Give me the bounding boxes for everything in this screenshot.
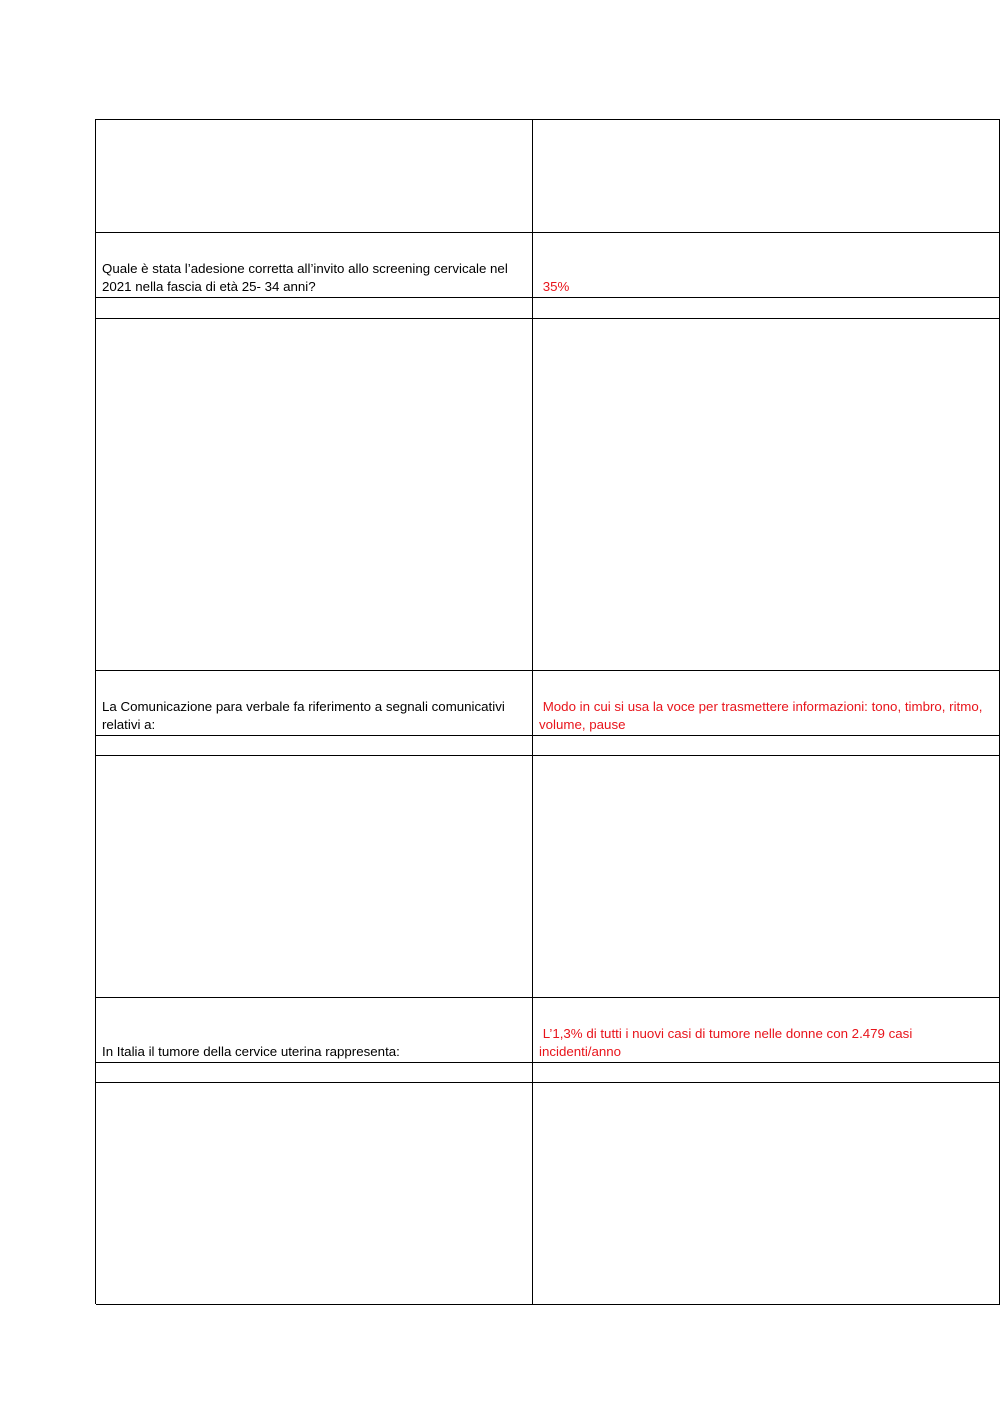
table-row	[96, 319, 1000, 671]
table-row	[96, 1063, 1000, 1083]
empty-cell	[96, 298, 533, 318]
table-row	[96, 671, 1000, 736]
question-cell	[96, 671, 533, 735]
empty-cell	[533, 736, 1000, 755]
empty-cell	[96, 1063, 533, 1082]
answer-text: Modo in cui si usa la voce per trasmettere informazioni: tono, timbro, ritmo, volume, pause	[539, 699, 987, 732]
answer-cell	[533, 671, 1000, 735]
answer-text: L’1,3% di tutti i nuovi casi di tumore nelle donne con 2.479 casi incidenti/anno	[539, 1026, 916, 1059]
empty-cell	[96, 120, 533, 232]
question-cell	[96, 998, 533, 1062]
answer-text: 35%	[539, 279, 570, 294]
empty-cell	[533, 298, 1000, 318]
question-text: Quale è stata l’adesione corretta all’invito allo screening cervicale nel 2021 nella fascia di età 25- 34 anni?	[102, 261, 508, 294]
answer-cell	[533, 233, 1000, 297]
table-row	[96, 298, 1000, 319]
question-text: La Comunicazione para verbale fa riferimento a segnali comunicativi relativi a:	[102, 699, 505, 732]
empty-cell	[533, 1063, 1000, 1082]
empty-cell	[533, 120, 1000, 232]
empty-cell	[96, 736, 533, 755]
empty-cell	[533, 1083, 1000, 1304]
table-row	[96, 233, 1000, 298]
empty-cell	[96, 756, 533, 997]
table-row	[96, 998, 1000, 1063]
answer-cell	[533, 998, 1000, 1062]
empty-cell	[533, 756, 1000, 997]
empty-cell	[96, 319, 533, 670]
table-row	[96, 736, 1000, 756]
empty-cell	[533, 319, 1000, 670]
question-cell	[96, 233, 533, 297]
question-text: In Italia il tumore della cervice uterina rappresenta:	[102, 1044, 400, 1059]
empty-cell	[96, 1083, 533, 1304]
question-table	[95, 119, 1000, 1304]
table-row	[96, 1083, 1000, 1305]
table-row	[96, 120, 1000, 233]
table-row	[96, 756, 1000, 998]
